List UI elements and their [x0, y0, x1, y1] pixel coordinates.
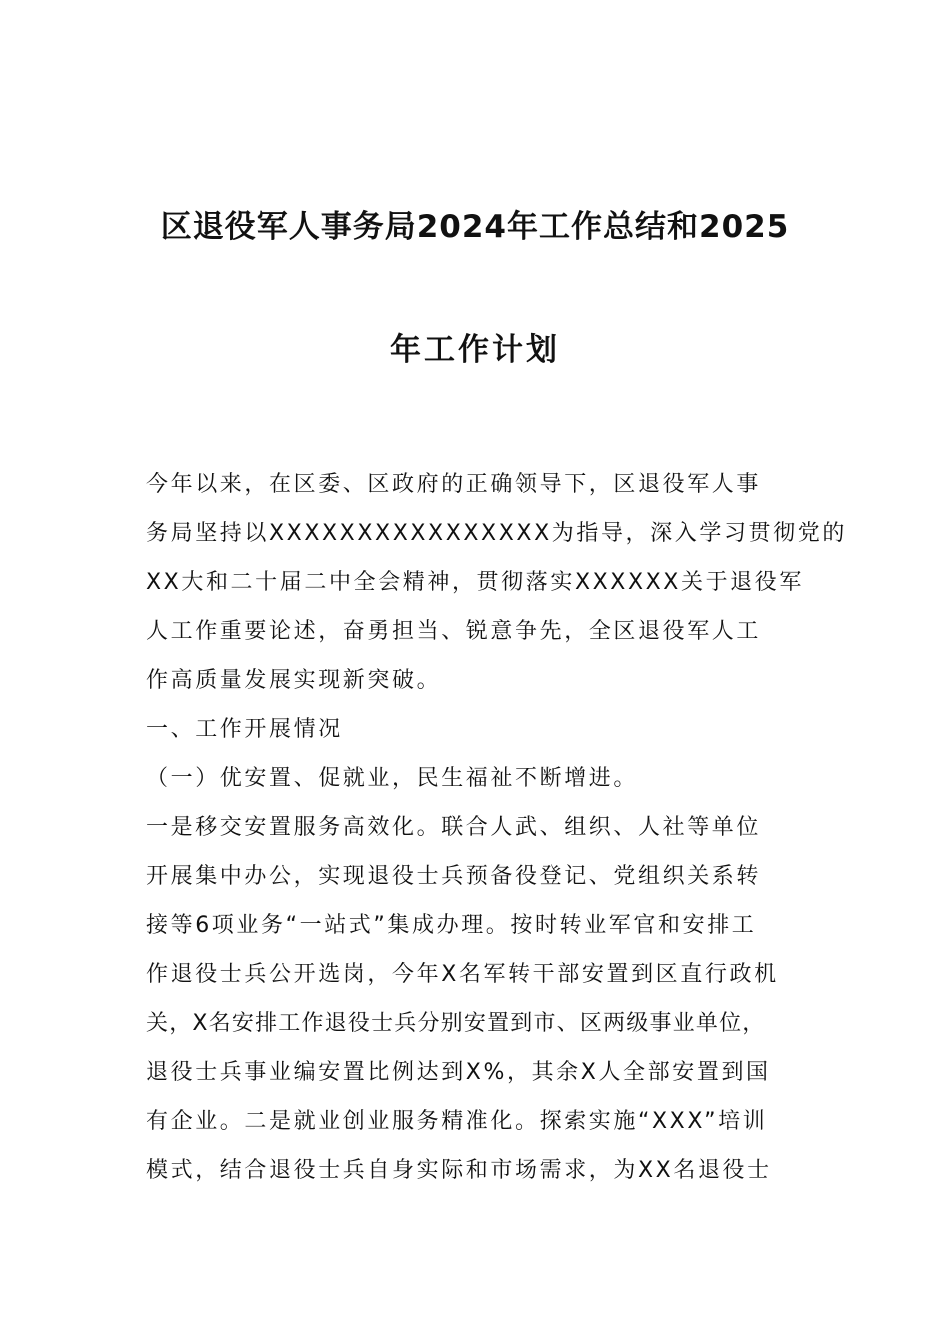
- body-line: 关，X名安排工作退役士兵分别安置到市、区两级事业单位，: [146, 1011, 766, 1036]
- body-line: XX大和二十届二中全会精神，贯彻落实XXXXXX关于退役军: [146, 570, 804, 595]
- body-line: 作退役士兵公开选岗，今年X名军转干部安置到区直行政机: [146, 962, 779, 987]
- body-line: 有企业。二是就业创业服务精准化。探索实施“XXX”培训: [146, 1109, 768, 1134]
- document-title-line-2: 年工作计划: [390, 332, 560, 368]
- subsection-heading: （一）优安置、促就业，民生福祉不断增进。: [146, 766, 639, 791]
- document-body: [146, 460, 847, 1195]
- body-line: 今年以来，在区委、区政府的正确领导下，区退役军人事: [146, 472, 762, 497]
- document-title-line-1: 区退役军人事务局2024年工作总结和2025: [160, 209, 790, 245]
- body-line: 开展集中办公，实现退役士兵预备役登记、党组织关系转: [146, 864, 762, 889]
- body-line: 人工作重要论述，奋勇担当、锐意争先，全区退役军人工: [146, 619, 762, 644]
- body-line: 模式，结合退役士兵自身实际和市场需求，为XX名退役士: [146, 1158, 772, 1183]
- body-line: 一是移交安置服务高效化。联合人武、组织、人社等单位: [146, 815, 762, 840]
- body-line: 务局坚持以XXXXXXXXXXXXXXXX为指导，深入学习贯彻党的: [146, 521, 847, 546]
- body-line: 接等6项业务“一站式”集成办理。按时转业军官和安排工: [146, 913, 757, 938]
- body-line: 退役士兵事业编安置比例达到X%，其余X人全部安置到国: [146, 1060, 771, 1085]
- section-heading: 一、工作开展情况: [146, 717, 343, 742]
- body-line: 作高质量发展实现新突破。: [146, 668, 442, 693]
